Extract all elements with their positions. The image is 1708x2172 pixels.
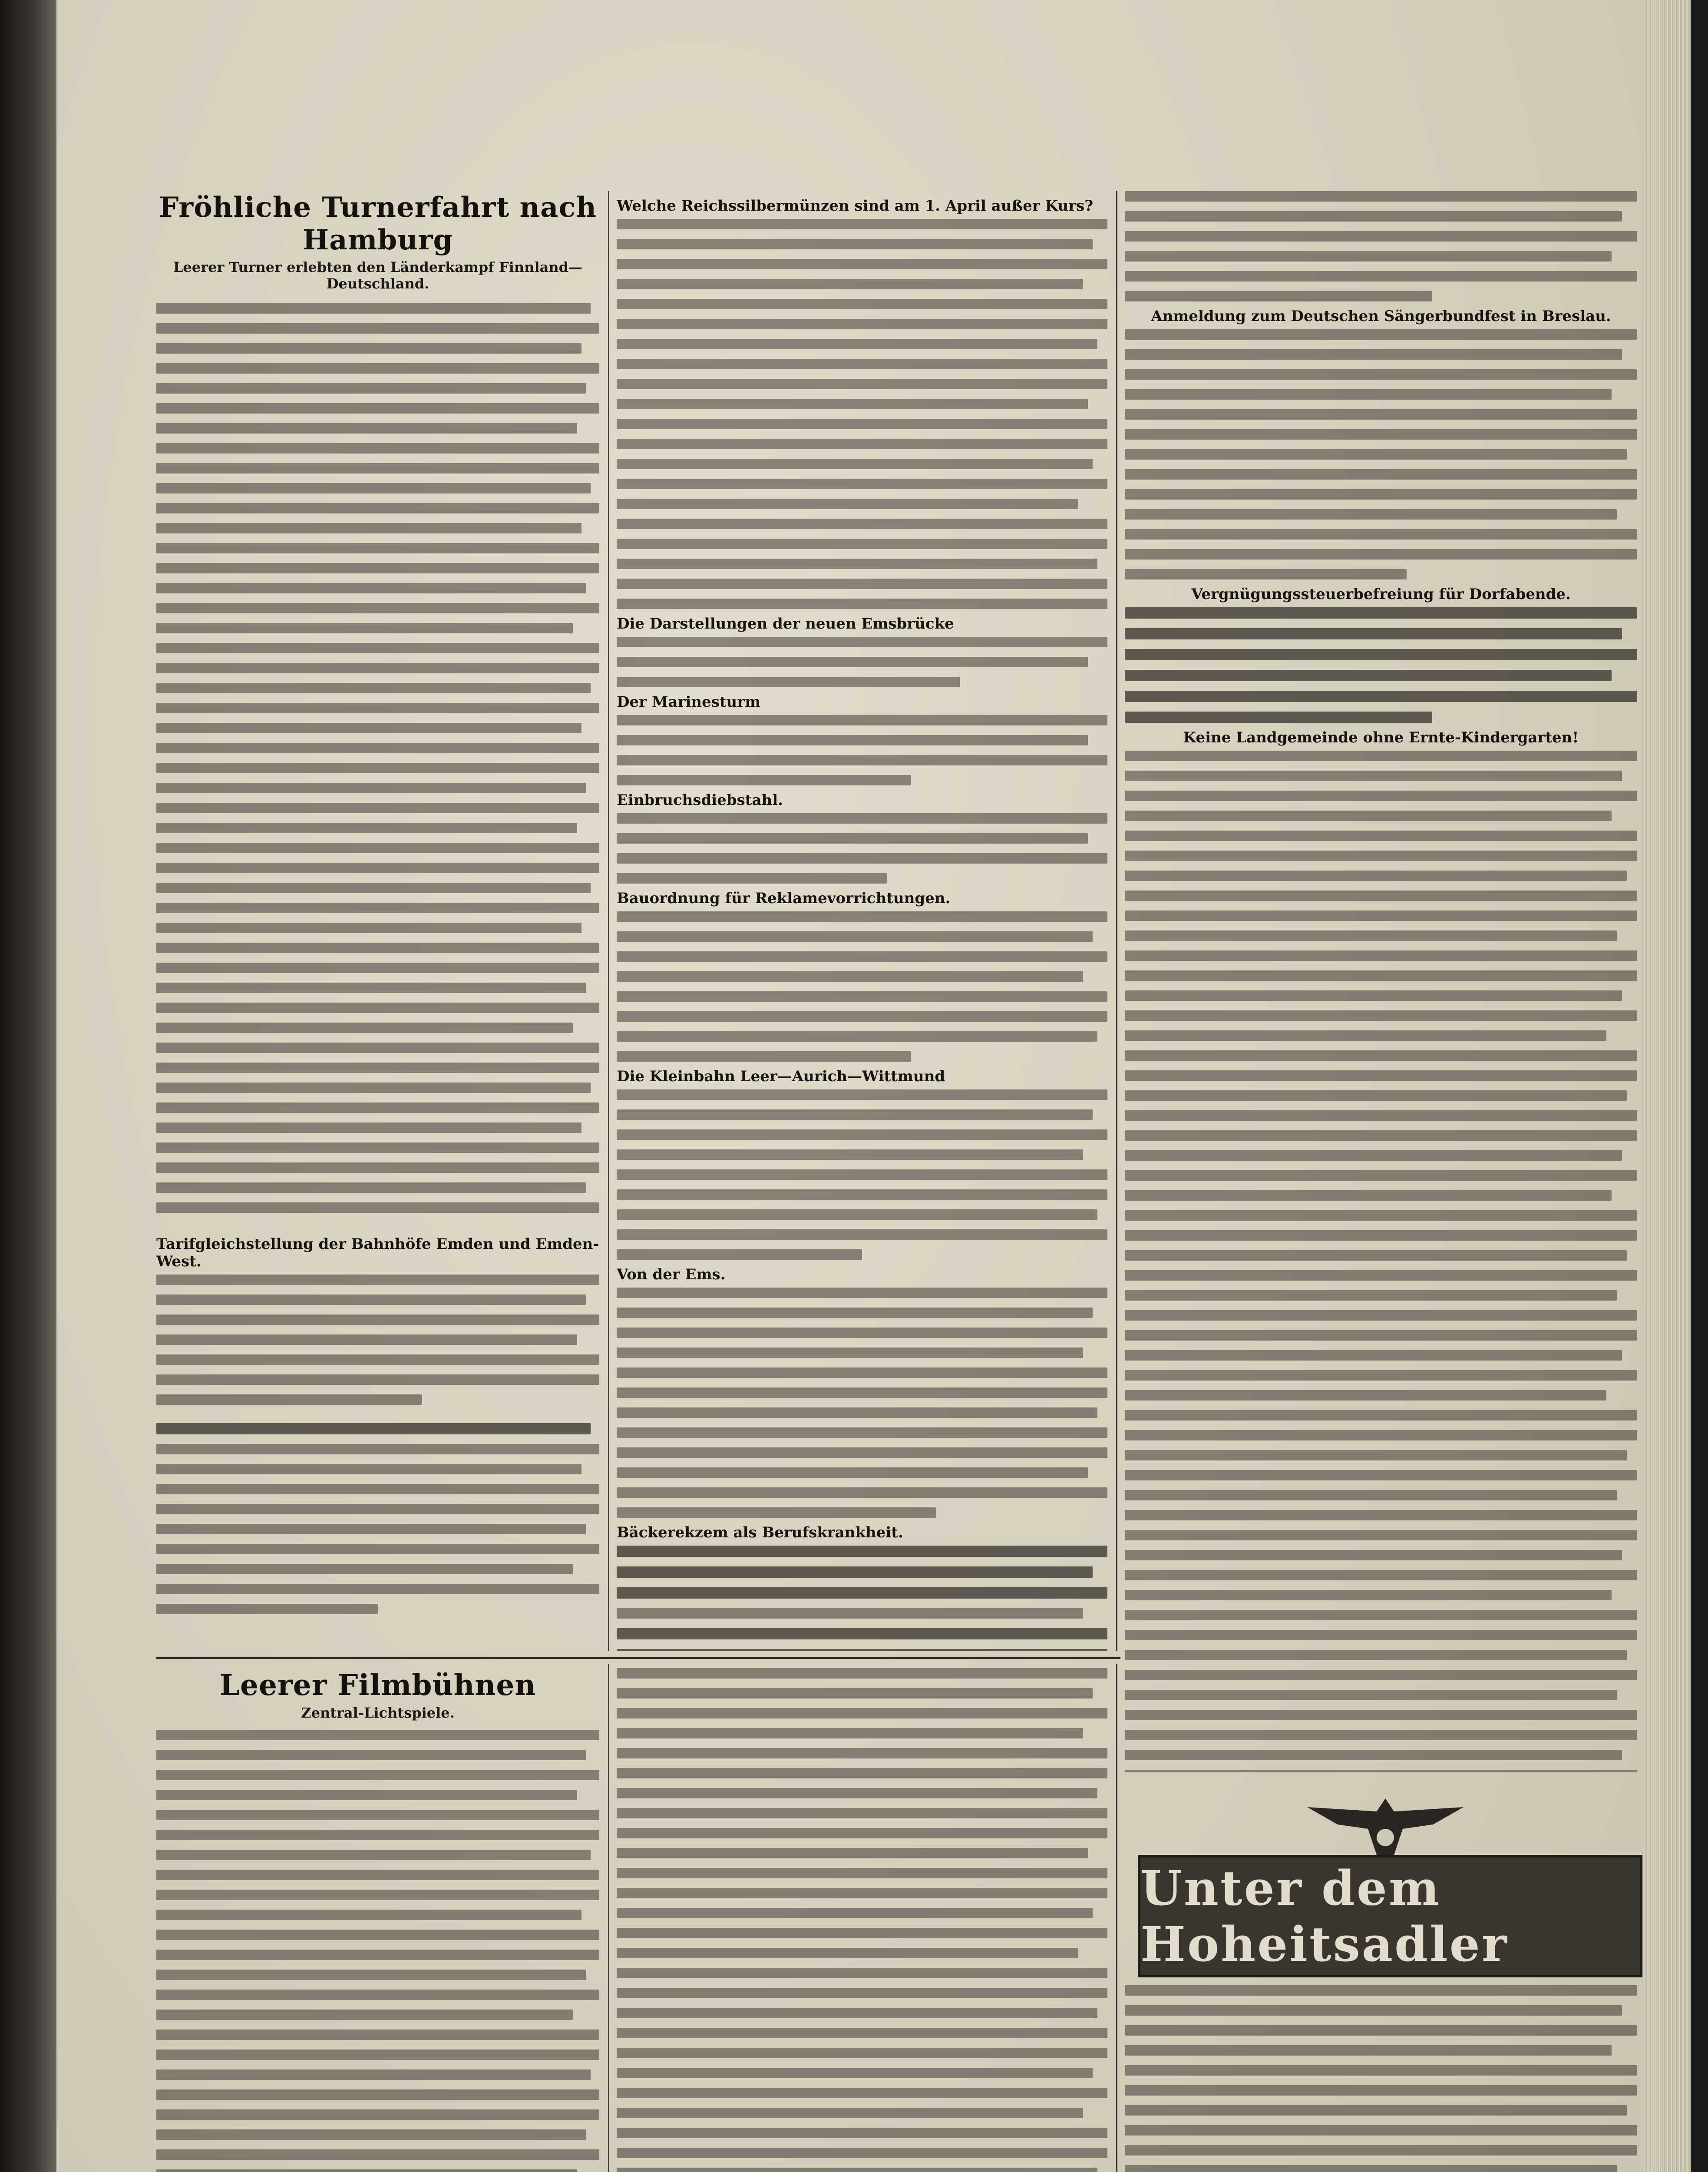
headline: Tarifgleichstellung der Bahnhöfe Emden und Emden-West. [156,1235,599,1270]
subheadline: Zentral-Lichtspiele. [301,1705,455,1721]
headline-ems: Von der Ems. [617,1266,726,1283]
banner-title: Unter dem Hoheitsadler [1140,1860,1509,1972]
headline-erntekinder: Keine Landgemeinde ohne Ernte-Kindergarten! [1183,729,1579,746]
column-divider [608,191,609,1651]
headline-einbruch: Einbruchsdiebstahl. [617,791,783,809]
column-divider [1116,1664,1117,2172]
column-3-lower [1125,1985,1637,2172]
column-divider [1116,191,1117,1651]
headline: Leerer Filmbühnen [219,1668,536,1702]
column-2 [617,191,1107,1651]
column-divider [608,1664,609,2172]
headline-ems-bruecke: Die Darstellungen der neuen Emsbrücke [617,615,954,632]
column-3 [1125,191,1637,1772]
article-filmbuehnen [156,1668,599,2172]
headline-saenger: Anmeldung zum Deutschen Sängerbundfest in Breslau. [1151,308,1611,325]
eagle-emblem-icon [1303,1790,1468,1859]
headline-kleinbahn: Die Kleinbahn Leer—Aurich—Wittmund [617,1068,945,1085]
article-filmbuehnen-cont [617,1668,1107,2172]
newspaper-page [56,0,1642,2172]
book-binding [0,0,56,2172]
article-turner [156,191,599,1216]
headline-vergnuegung: Vergnügungssteuerbefreiung für Dorfabende. [1191,586,1571,603]
headline-marinesturm: Der Marinesturm [617,693,761,711]
article-bahnhoefe [156,1229,599,1651]
headline: Fröhliche Turnerfahrt nach Hamburg [159,191,597,256]
headline-bauordnung: Bauordnung für Reklamevorrichtungen. [617,890,951,907]
page-edges [1642,0,1708,2172]
section-divider [156,1657,1120,1659]
hoheitsadler-banner [1138,1855,1642,1977]
headline-reichssilber: Welche Reichssilbermünzen sind am 1. April außer Kurs? [617,197,1094,215]
subheadline: Leerer Turner erlebten den Länderkampf Finnland—Deutschland. [173,259,582,292]
headline-baeckerekzem: Bäckerekzem als Berufskrankheit. [617,1524,903,1541]
